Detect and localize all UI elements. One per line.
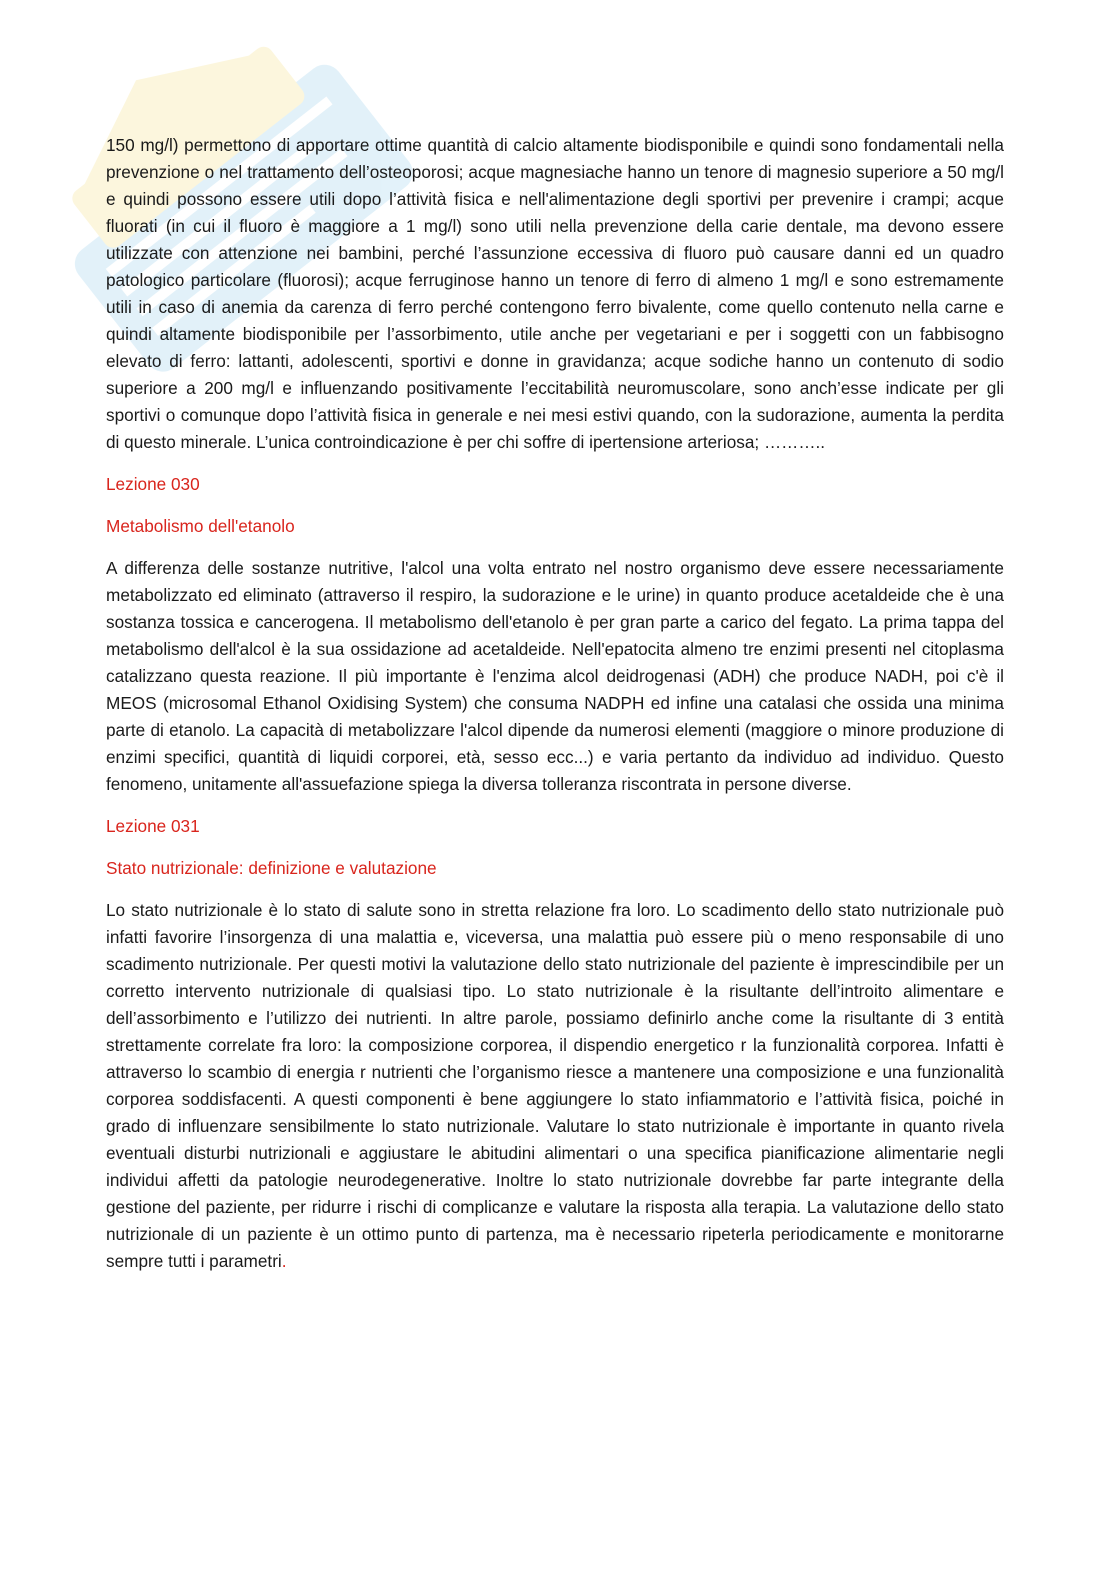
paragraph-ethanol-metabolism: A differenza delle sostanze nutritive, l'alcol una volta entrato nel nostro organismo deve essere necessariamente metabolizzato ed eliminato (attraverso il respiro, la sudorazione e le urine) in quanto produce acetaldeide che è una sostanza tossica e cancerogena. Il metabolismo dell'etanolo è per gran parte a carico del fegato. La prima tappa del metabolismo dell'alcol è la sua ossidazione ad acetaldeide. Nell'epatocita almeno tre enzimi presenti nel citoplasma catalizzano questa reazione. Il più importante è l'enzima alcol deidrogenasi (ADH) che produce NADH, poi c'è il MEOS (microsomal Ethanol Oxidising System) che consuma NADPH ed infine una catalasi che ossida una minima parte di etanolo. La capacità di metabolizzare l'alcol dipende da numerosi elementi (maggiore o minore produzione di enzimi specifici, quantità di liquidi corporei, età, sesso ecc...) e varia pertanto da individuo ad individuo. Questo fenomeno, unitamente all'assuefazione spiega la diversa tolleranza riscontrata in persone diverse. (106, 558, 1004, 794)
paragraph-nutritional-status-text: Lo stato nutrizionale è lo stato di salute sono in stretta relazione fra loro. Lo scadimento dello stato nutrizionale può infatti favorire l’insorgenza di una malattia e, viceversa, una malattia può essere più o meno responsabile di uno scadimento nutrizionale. Per questi motivi la valutazione dello stato nutrizionale del paziente è imprescindibile per un corretto intervento nutrizionale di qualsiasi tipo. Lo stato nutrizionale è la risultante dell’introito alimentare e dell’assorbimento e l’utilizzo dei nutrienti. In altre parole, possiamo definirlo anche come la risultante di 3 entità strettamente correlate fra loro: la composizione corporea, il dispendio energetico r la funzionalità corporea. Infatti è attraverso lo scambio di energia r nutrienti che l’organismo riesce a mantenere una composizione e una funzionalità corporea soddisfacenti. A questi componenti è bene aggiungere lo stato infiammatorio e l’attività fisica, poiché in grado di influenzare sensibilmente lo stato nutrizionale. Valutare lo stato nutrizionale è importante in quanto rivela eventuali disturbi nutrizionali e aggiustare le abitudini alimentari o una specifica pianificazione alimentarie negli individui affetti da patologie neurodegenerative. Inoltre lo stato nutrizionale dovrebbe far parte integrante della gestione del paziente, per ridurre i rischi di complicanze e valutare la risposta alla terapia. La valutazione dello stato nutrizionale di un paziente è un ottimo punto di partenza, ma è necessario ripeterla periodicamente e monitorarne sempre tutti i parametri (106, 900, 1004, 1271)
paragraph-nutritional-status (106, 897, 1004, 1275)
paragraph-mineral-waters: 150 mg/l) permettono di apportare ottime quantità di calcio altamente biodisponibile e quindi sono fondamentali nella prevenzione o nel trattamento dell’osteoporosi; acque magnesiache hanno un tenore di magnesio superiore a 50 mg/l e quindi possono essere utili dopo l’attività fisica e nell'alimentazione degli sportivi per prevenire i crampi; acque fluorati (in cui il fluoro è maggiore a 1 mg/l) sono utili nella prevenzione della carie dentale, ma devono essere utilizzate con attenzione nei bambini, perché l’assunzione eccessiva di fluoro può causare danni ed un quadro patologico particolare (fluorosi); acque ferruginose hanno un tenore di ferro di almeno 1 mg/l e sono estremamente utili in caso di anemia da carenza di ferro perché contengono ferro bivalente, come quello contenuto nella carne e quindi altamente biodisponibile per l’assorbimento, utile anche per vegetariani e per i soggetti con un fabbisogno elevato di ferro: lattanti, adolescenti, sportivi e donne in gravidanza; acque sodiche hanno un contenuto di sodio superiore a 200 mg/l e influenzando positivamente l’eccitabilità neuromuscolare, sono anch’esse indicate per gli sportivi o comunque dopo l’attività fisica in generale e nei mesi estivi quando, con la sudorazione, aumenta la perdita di questo minerale. L’unica controindicazione è per chi soffre di ipertensione arteriosa; ……….. (106, 135, 1004, 452)
section-heading-nutritional-status: Stato nutrizionale: definizione e valutazione (106, 858, 437, 878)
paragraph-end-mark: . (281, 1251, 287, 1271)
lesson-heading-031: Lezione 031 (106, 816, 200, 836)
lesson-heading-030: Lezione 030 (106, 474, 200, 494)
section-heading-ethanol-metabolism: Metabolismo dell'etanolo (106, 516, 295, 536)
document-body (106, 132, 1004, 1290)
